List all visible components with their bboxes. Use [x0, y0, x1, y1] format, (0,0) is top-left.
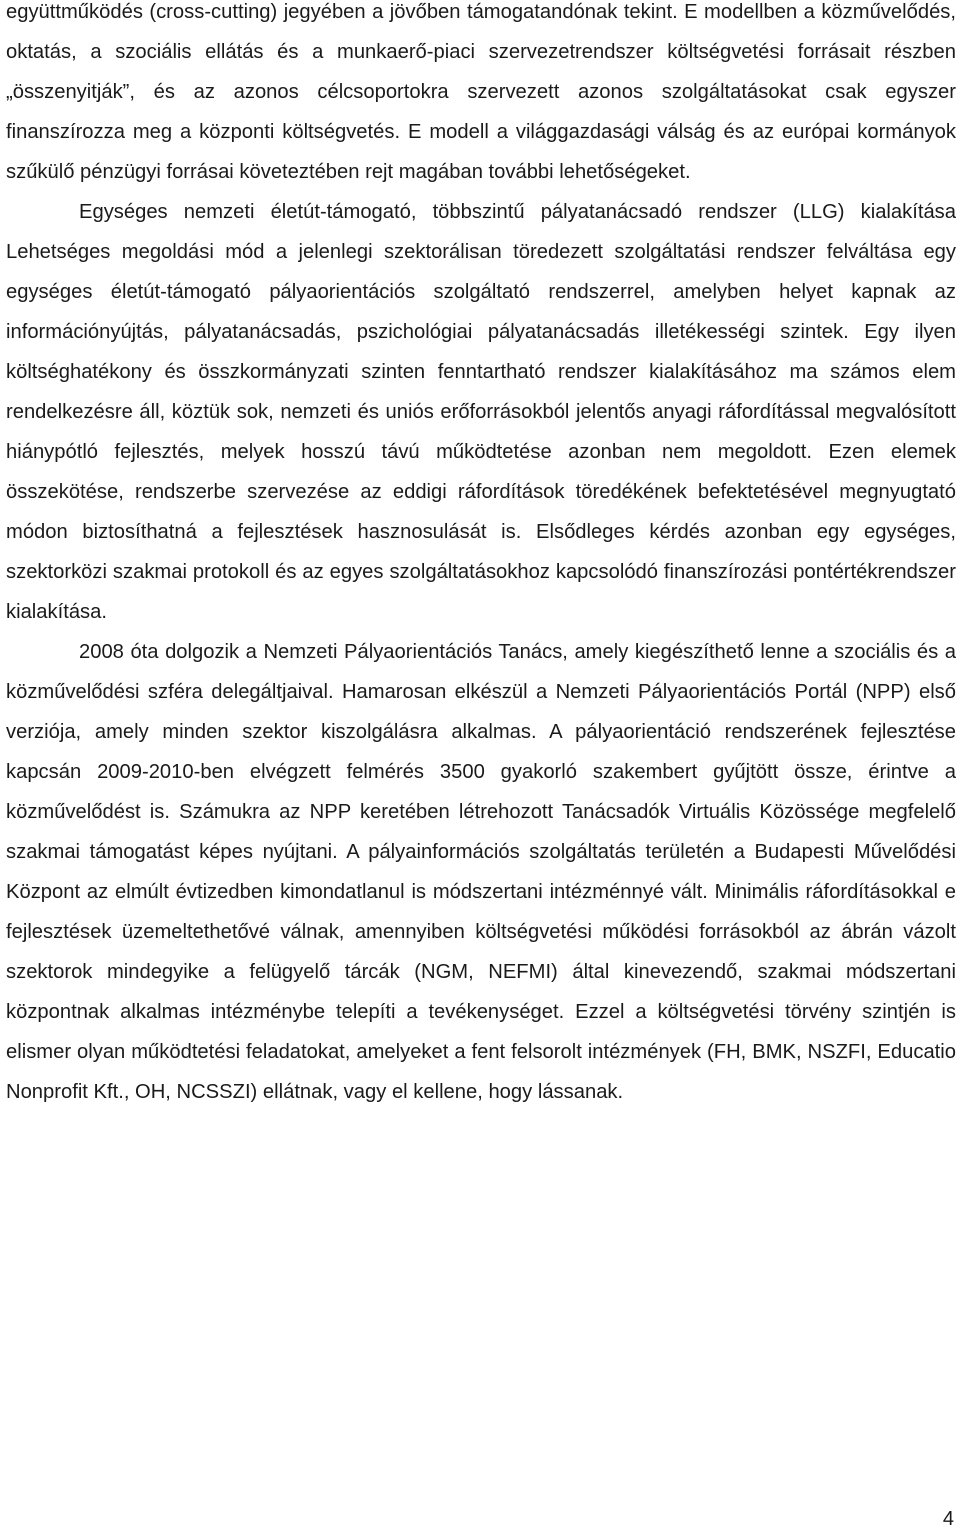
paragraph: együttműködés (cross-cutting) jegyében a jövőben támogatandónak tekint. E modellben a közművelődés, oktatás, a szociális ellátás és a munkaerő-piaci szervezetrendszer költségvetési forrásait részben „összenyitják”, és az azonos célcsoportokra szervezett azonos szolgáltatásokat csak egyszer finanszírozza meg a központi költségvetés. E modell a világgazdasági válság és az európai kormányok szűkülő pénzügyi forrásai követeztében rejt magában további lehetőségeket.	[6, 1, 956, 183]
page-number: 4	[942, 1508, 954, 1530]
paragraph: 2008 óta dolgozik a Nemzeti Pályaorientációs Tanács, amely kiegészíthető lenne a szociális és a közművelődési szféra delegáltjaival. Hamarosan elkészül a Nemzeti Pályaorientációs Portál (NPP) első verziója, amely minden szektor kiszolgálásra alkalmas. A pályaorientáció rendszerének fejlesztése kapcsán 2009-2010-ben elvégzett felmérés 3500 gyakorló szakembert gyűjtött össze, érintve a közművelődést is. Számukra az NPP keretében létrehozott Tanácsadók Virtuális Közössége megfelelő szakmai támogatást képes nyújtani. A pályainformációs szolgáltatás területén a Budapesti Művelődési Központ az elmúlt évtizedben kimondatlanul is módszertani intézménnyé vált. Minimális ráfordításokkal e fejlesztések üzemeltethetővé válnak, amennyiben költségvetési működési forrásokból az ábrán vázolt szektorok mindegyike a felügyelő tárcák (NGM, NEFMI) által kinevezendő, szakmai módszertani központnak alkalmas intézménybe telepíti a tevékenységet. Ezzel a költségvetési törvény szintjén is elismer olyan működtetési feladatokat, amelyeket a fent felsorolt intézmények (FH, BMK, NSZFI, Educatio Nonprofit Kft., OH, NCSSZI) ellátnak, vagy el kellene, hogy lássanak.	[6, 641, 956, 1103]
document-body	[6, 0, 956, 1112]
paragraph: Egységes nemzeti életút-támogató, többszintű pályatanácsadó rendszer (LLG) kialakítása Lehetséges megoldási mód a jelenlegi szektorálisan töredezett szolgáltatási rendszer felváltása egy egységes életút-támogató pályaorientációs szolgáltató rendszerrel, amelyben helyet kapnak az információnyújtás, pályatanácsadás, pszichológiai pályatanácsadás illetékességi szintek. Egy ilyen költséghatékony és összkormányzati szinten fenntartható rendszer kialakításához ma számos elem rendelkezésre áll, köztük sok, nemzeti és uniós erőforrásokból jelentős anyagi ráfordítással megvalósított hiánypótló fejlesztés, melyek hosszú távú működtetése azonban nem megoldott. Ezen elemek összekötése, rendszerbe szervezése az eddigi ráfordítások töredékének befektetésével megnyugtató módon biztosíthatná a fejlesztések hasznosulását is. Elsődleges kérdés azonban egy egységes, szektorközi szakmai protokoll és az egyes szolgáltatásokhoz kapcsolódó finanszírozási pontértékrendszer kialakítása.	[6, 201, 956, 623]
